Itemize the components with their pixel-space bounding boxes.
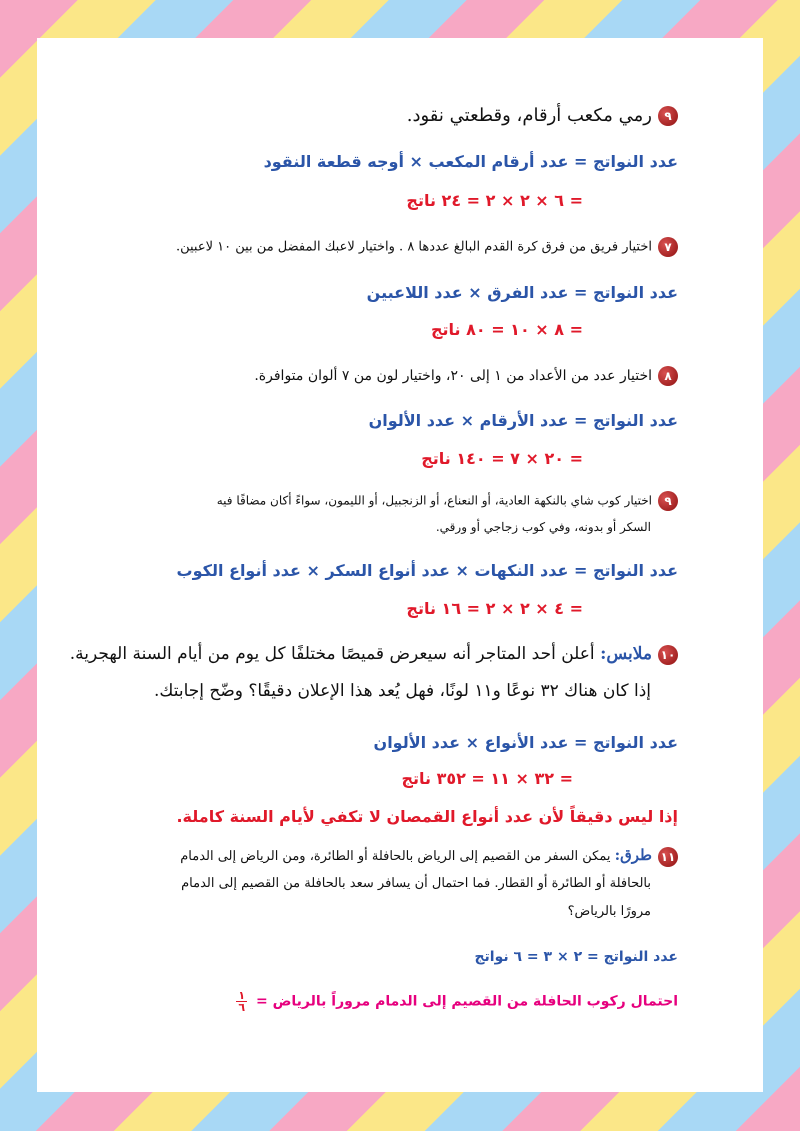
formula-7: عدد النواتج = عدد الفرق × عدد اللاعبين (366, 283, 678, 302)
keyword-label: ملابس: (600, 644, 652, 664)
question-text: يمكن السفر من القصيم إلى الرياض بالحافلة أو الطائرة، ومن الرياض إلى الدمام (180, 849, 611, 864)
formula-9a: عدد النواتج = عدد أرقام المكعب × أوجه قطعة النقود (263, 152, 678, 171)
probability-text: احتمال ركوب الحافلة من القصيم إلى الدمام مروراً بالرياض = (255, 993, 678, 1010)
probability-11 (236, 990, 678, 1013)
question-10-line2: إذا كان هناك ٣٢ نوعًا و١١ لونًا، فهل يُعد هذا الإعلان دقيقًا؟ وضّح إجابتك. (153, 681, 651, 701)
question-text: اختيار فريق من فرق كرة القدم البالغ عددها ٨ . واختيار لاعبك المفضل من بين ١٠ لاعبين. (175, 239, 652, 255)
problem-number-badge: ٩ (658, 491, 678, 511)
question-10-line1 (70, 644, 678, 665)
formula-10: عدد النواتج = عدد الأنواع × عدد الألوان (373, 733, 678, 752)
question-11-line2: بالحافلة أو الطائرة أو القطار. فما احتمال أن يسافر سعد بالحافلة من القصيم إلى الدمام (181, 876, 651, 891)
formula-11: عدد النواتج = ٢ × ٣ = ٦ نواتج (474, 949, 678, 965)
result-9a: = ٦ × ٢ × ٢ = ٢٤ ناتج (406, 191, 583, 210)
problem-number-badge: ٧ (658, 237, 678, 257)
question-11-line1 (180, 846, 678, 867)
question-9b-line2: السكر أو بدونه، وفي كوب زجاجي أو ورقي. (435, 520, 651, 534)
fraction (236, 990, 247, 1013)
question-text: أعلن أحد المتاجر أنه سيعرض قميصًا مختلفًا كل يوم من أيام السنة الهجرية. (69, 644, 595, 664)
problem-number-badge: ٩ (658, 106, 678, 126)
keyword-label: طرق: (614, 846, 652, 864)
problem-number-badge: ١١ (658, 847, 678, 867)
formula-9b: عدد النواتج = عدد النكهات × عدد أنواع السكر × عدد أنواع الكوب (176, 561, 678, 580)
result-10: = ٣٢ × ١١ = ٣٥٢ ناتج (401, 769, 573, 788)
question-9a (407, 105, 678, 126)
question-7 (176, 237, 678, 257)
question-8 (254, 366, 678, 386)
question-11-line3: مرورًا بالرياض؟ (567, 904, 651, 919)
formula-8: عدد النواتج = عدد الأرقام × عدد الألوان (368, 411, 678, 430)
problem-number-badge: ٨ (658, 366, 678, 386)
fraction-numerator: ١ (238, 989, 246, 1002)
question-9b-line1 (217, 491, 678, 511)
question-text: اختيار كوب شاي بالنكهة العادية، أو النعناع، أو الزنجبيل، أو الليمون، سواءً أكان مضافًا فيه (216, 493, 652, 508)
result-8: = ٢٠ × ٧ = ١٤٠ ناتج (421, 449, 583, 468)
answer-10: إذا ليس دقيقاً لأن عدد أنواع القمصان لا تكفي لأيام السنة كاملة. (176, 807, 678, 826)
page (37, 38, 763, 1092)
fraction-denominator: ٦ (238, 1001, 246, 1014)
question-text: اختيار عدد من الأعداد من ١ إلى ٢٠، واختيار لون من ٧ ألوان متوافرة. (254, 368, 652, 384)
problem-number-badge: ١٠ (658, 645, 678, 665)
question-text: رمي مكعب أرقام، وقطعتي نقود. (406, 105, 652, 126)
result-9b: = ٤ × ٢ × ٢ = ١٦ ناتج (406, 599, 583, 618)
result-7: = ٨ × ١٠ = ٨٠ ناتج (430, 320, 583, 339)
